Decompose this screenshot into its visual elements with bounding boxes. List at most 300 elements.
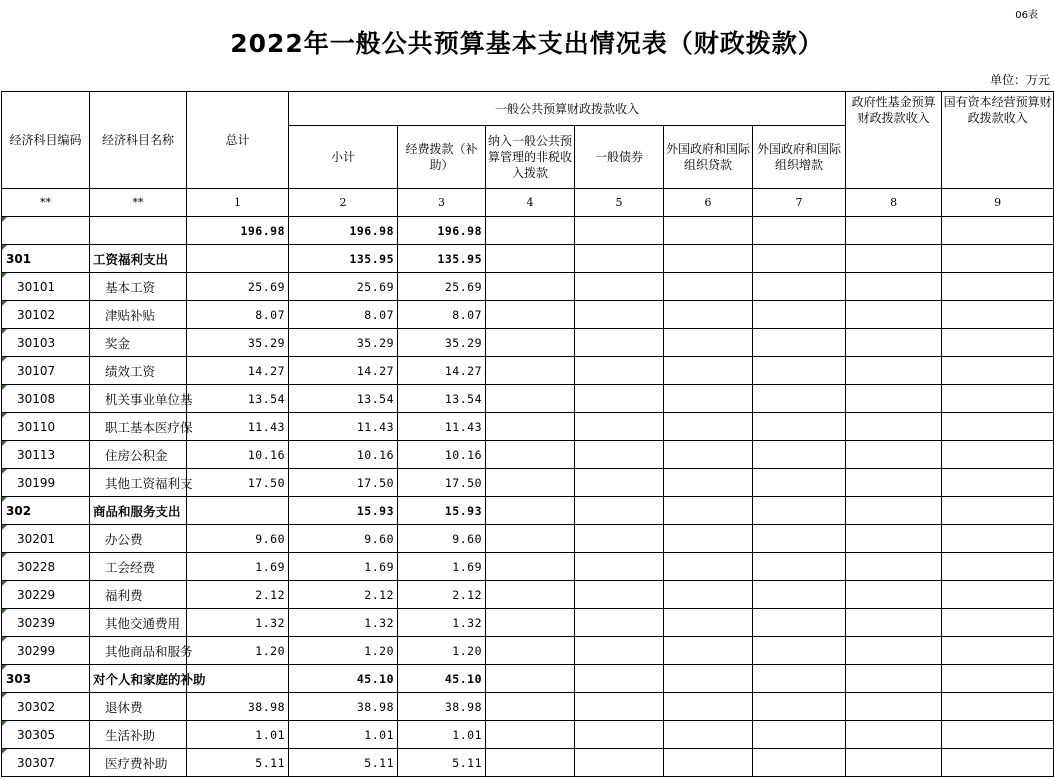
total-cell bbox=[187, 329, 289, 357]
subtotal-cell bbox=[289, 301, 398, 329]
empty-cell bbox=[753, 441, 846, 469]
empty-cell bbox=[575, 385, 664, 413]
name-cell-text: 职工基本医疗保 bbox=[105, 419, 193, 435]
subtotal-cell bbox=[289, 357, 398, 385]
empty-cell bbox=[664, 301, 753, 329]
total-cell-text: 10.16 bbox=[247, 447, 285, 462]
code-cell-text: 30239 bbox=[17, 615, 56, 630]
name-cell bbox=[90, 553, 187, 581]
funds-cell-text: 10.16 bbox=[444, 447, 482, 462]
total-cell bbox=[187, 301, 289, 329]
empty-cell bbox=[942, 581, 1054, 609]
subtotal-cell bbox=[289, 329, 398, 357]
empty-cell bbox=[575, 273, 664, 301]
empty-cell bbox=[942, 721, 1054, 749]
total-cell-text: 1.69 bbox=[255, 559, 285, 574]
subtotal-cell-text: 1.20 bbox=[364, 643, 394, 658]
empty-cell bbox=[846, 245, 942, 273]
subtotal-cell-text: 2.12 bbox=[364, 587, 394, 602]
subtotal-cell bbox=[289, 525, 398, 553]
empty-cell bbox=[664, 385, 753, 413]
name-cell bbox=[90, 665, 206, 693]
empty-cell bbox=[846, 581, 942, 609]
name-cell-text: 退休费 bbox=[105, 699, 143, 715]
index-cell: 2 bbox=[289, 189, 398, 217]
subtotal-cell-text: 14.27 bbox=[356, 363, 394, 378]
empty-cell bbox=[753, 525, 846, 553]
name-cell-text: 其他交通费用 bbox=[105, 615, 181, 631]
code-cell-text: 30201 bbox=[17, 531, 56, 546]
empty-cell bbox=[664, 413, 753, 441]
subtotal-cell bbox=[289, 441, 398, 469]
cell-marker-icon bbox=[2, 581, 7, 586]
funds-cell-text: 196.98 bbox=[437, 223, 482, 238]
funds-cell bbox=[398, 441, 486, 469]
empty-cell bbox=[846, 749, 942, 777]
subtotal-cell bbox=[289, 469, 398, 497]
funds-cell bbox=[398, 609, 486, 637]
empty-cell bbox=[664, 693, 753, 721]
total-cell bbox=[187, 441, 289, 469]
cell-marker-icon bbox=[2, 245, 7, 250]
name-cell-text: 其他商品和服务 bbox=[105, 643, 193, 659]
name-cell-text: 机关事业单位基 bbox=[105, 391, 193, 407]
code-cell-text: 30102 bbox=[17, 307, 56, 322]
subtotal-cell bbox=[289, 749, 398, 777]
name-cell bbox=[90, 273, 187, 301]
empty-cell bbox=[846, 721, 942, 749]
table-row bbox=[2, 329, 1054, 357]
empty-cell bbox=[664, 525, 753, 553]
name-cell-text: 奖金 bbox=[105, 335, 131, 351]
header-name: 经济科目名称 bbox=[90, 92, 187, 189]
empty-cell bbox=[575, 469, 664, 497]
empty-cell bbox=[486, 273, 575, 301]
name-cell-text: 福利费 bbox=[105, 587, 143, 603]
name-cell bbox=[90, 441, 187, 469]
total-cell bbox=[187, 749, 289, 777]
subtotal-cell bbox=[289, 385, 398, 413]
total-cell bbox=[187, 413, 289, 441]
total-cell bbox=[187, 469, 289, 497]
total-cell-text: 1.20 bbox=[255, 643, 285, 658]
name-cell-text: 工资福利支出 bbox=[93, 251, 169, 267]
empty-cell bbox=[753, 413, 846, 441]
empty-cell bbox=[846, 357, 942, 385]
table-row bbox=[2, 553, 1054, 581]
empty-cell bbox=[942, 693, 1054, 721]
funds-cell-text: 9.60 bbox=[452, 531, 482, 546]
empty-cell bbox=[486, 581, 575, 609]
category-row bbox=[2, 245, 1054, 273]
empty-cell bbox=[942, 553, 1054, 581]
header-gov-fund: 政府性基金预算财政拨款收入 bbox=[846, 92, 942, 189]
subtotal-cell-text: 13.54 bbox=[356, 391, 394, 406]
code-cell bbox=[2, 637, 90, 665]
header-code: 经济科目编码 bbox=[2, 92, 90, 189]
subtotal-cell-text: 8.07 bbox=[364, 307, 394, 322]
empty-cell bbox=[575, 441, 664, 469]
code-cell-text: 30299 bbox=[17, 643, 56, 658]
empty-cell bbox=[486, 301, 575, 329]
table-row bbox=[2, 637, 1054, 665]
funds-cell bbox=[398, 637, 486, 665]
category-row bbox=[2, 665, 1054, 693]
table-row bbox=[2, 693, 1054, 721]
code-cell bbox=[2, 693, 90, 721]
empty-cell bbox=[575, 637, 664, 665]
funds-cell-text: 45.10 bbox=[444, 671, 482, 686]
table-row bbox=[2, 357, 1054, 385]
empty-cell bbox=[486, 217, 575, 245]
funds-cell-text: 11.43 bbox=[444, 419, 482, 434]
empty-cell bbox=[575, 609, 664, 637]
code-cell bbox=[2, 329, 90, 357]
code-cell-text: 30229 bbox=[17, 587, 56, 602]
code-cell bbox=[2, 301, 90, 329]
subtotal-cell bbox=[289, 273, 398, 301]
index-cell: 9 bbox=[942, 189, 1054, 217]
index-cell: ** bbox=[90, 189, 187, 217]
subtotal-cell bbox=[289, 665, 398, 693]
total-cell bbox=[187, 637, 289, 665]
empty-cell bbox=[846, 553, 942, 581]
total-cell bbox=[187, 609, 289, 637]
empty-cell bbox=[846, 441, 942, 469]
empty-cell bbox=[575, 245, 664, 273]
subtotal-cell-text: 5.11 bbox=[364, 755, 394, 770]
total-cell bbox=[187, 217, 289, 245]
empty-cell bbox=[942, 273, 1054, 301]
code-cell bbox=[2, 721, 90, 749]
name-cell bbox=[90, 301, 187, 329]
empty-cell bbox=[486, 357, 575, 385]
funds-cell-text: 38.98 bbox=[444, 699, 482, 714]
total-cell bbox=[187, 721, 289, 749]
funds-cell bbox=[398, 749, 486, 777]
empty-cell bbox=[753, 581, 846, 609]
funds-cell bbox=[398, 357, 486, 385]
empty-cell bbox=[486, 609, 575, 637]
empty-cell bbox=[575, 497, 664, 525]
name-cell bbox=[90, 469, 193, 497]
empty-cell bbox=[664, 581, 753, 609]
cell-marker-icon bbox=[2, 385, 7, 390]
funds-cell-text: 14.27 bbox=[444, 363, 482, 378]
empty-cell bbox=[846, 693, 942, 721]
index-row bbox=[2, 189, 1054, 217]
subtotal-cell bbox=[289, 245, 398, 273]
code-cell bbox=[2, 413, 90, 441]
code-cell bbox=[2, 357, 90, 385]
empty-cell bbox=[753, 357, 846, 385]
empty-cell bbox=[664, 721, 753, 749]
cell-marker-icon bbox=[2, 413, 7, 418]
page-title: 2022年一般公共预算基本支出情况表（财政拨款） bbox=[230, 29, 824, 58]
funds-cell-text: 25.69 bbox=[444, 279, 482, 294]
total-cell-text: 9.60 bbox=[255, 531, 285, 546]
subtotal-cell bbox=[289, 497, 398, 525]
empty-cell bbox=[753, 329, 846, 357]
index-cell: 7 bbox=[753, 189, 846, 217]
total-cell bbox=[187, 525, 289, 553]
total-cell-text: 1.01 bbox=[255, 727, 285, 742]
header-soe-capital: 国有资本经营预算财政拨款收入 bbox=[942, 92, 1054, 189]
funds-cell-text: 1.01 bbox=[452, 727, 482, 742]
empty-cell bbox=[664, 497, 753, 525]
subtotal-cell-text: 135.95 bbox=[349, 251, 394, 266]
empty-cell bbox=[942, 469, 1054, 497]
subtotal-cell-text: 9.60 bbox=[364, 531, 394, 546]
code-cell bbox=[2, 497, 90, 525]
empty-cell bbox=[664, 245, 753, 273]
empty-cell bbox=[664, 749, 753, 777]
empty-cell bbox=[942, 749, 1054, 777]
code-cell bbox=[2, 525, 90, 553]
total-cell-text: 2.12 bbox=[255, 587, 285, 602]
code-cell bbox=[2, 665, 90, 693]
name-cell bbox=[90, 749, 187, 777]
subtotal-cell-text: 17.50 bbox=[356, 475, 394, 490]
subtotal-cell-text: 1.01 bbox=[364, 727, 394, 742]
cell-marker-icon bbox=[2, 637, 7, 642]
code-cell-text: 30113 bbox=[17, 447, 56, 462]
empty-cell bbox=[846, 637, 942, 665]
empty-cell bbox=[664, 665, 753, 693]
cell-marker-icon bbox=[2, 441, 7, 446]
empty-cell bbox=[942, 357, 1054, 385]
empty-cell bbox=[846, 525, 942, 553]
name-cell bbox=[90, 385, 193, 413]
empty-cell bbox=[846, 273, 942, 301]
name-cell bbox=[90, 525, 187, 553]
empty-cell bbox=[846, 665, 942, 693]
subtotal-cell bbox=[289, 637, 398, 665]
empty-cell bbox=[942, 413, 1054, 441]
empty-cell bbox=[846, 301, 942, 329]
name-cell-text: 医疗费补助 bbox=[105, 755, 168, 771]
index-cell: 6 bbox=[664, 189, 753, 217]
code-cell-text: 30103 bbox=[17, 335, 56, 350]
total-cell-text: 8.07 bbox=[255, 307, 285, 322]
empty-cell bbox=[753, 553, 846, 581]
empty-cell bbox=[753, 497, 846, 525]
name-cell bbox=[90, 581, 187, 609]
empty-cell bbox=[942, 217, 1054, 245]
code-cell-text: 30108 bbox=[17, 391, 56, 406]
empty-cell bbox=[575, 329, 664, 357]
code-cell-text: 301 bbox=[6, 251, 32, 266]
cell-marker-icon bbox=[2, 273, 7, 278]
funds-cell-text: 17.50 bbox=[444, 475, 482, 490]
subtotal-cell bbox=[289, 581, 398, 609]
funds-cell bbox=[398, 245, 486, 273]
code-cell-text: 30307 bbox=[17, 755, 56, 770]
empty-cell bbox=[753, 693, 846, 721]
empty-cell bbox=[664, 441, 753, 469]
total-cell bbox=[187, 385, 289, 413]
name-cell-text: 对个人和家庭的补助 bbox=[93, 671, 206, 687]
funds-cell bbox=[398, 693, 486, 721]
table-row bbox=[2, 609, 1054, 637]
empty-cell bbox=[664, 609, 753, 637]
empty-cell bbox=[846, 469, 942, 497]
empty-cell bbox=[753, 721, 846, 749]
empty-cell bbox=[942, 497, 1054, 525]
funds-cell bbox=[398, 581, 486, 609]
table-row bbox=[2, 581, 1054, 609]
funds-cell-text: 135.95 bbox=[437, 251, 482, 266]
empty-cell bbox=[575, 553, 664, 581]
index-cell: 5 bbox=[575, 189, 664, 217]
total-cell-text: 25.69 bbox=[247, 279, 285, 294]
empty-cell bbox=[486, 749, 575, 777]
funds-cell bbox=[398, 525, 486, 553]
name-cell bbox=[90, 693, 187, 721]
header-subtotal: 小计 bbox=[289, 126, 398, 189]
subtotal-cell bbox=[289, 413, 398, 441]
empty-cell bbox=[846, 609, 942, 637]
empty-cell bbox=[753, 273, 846, 301]
funds-cell bbox=[398, 553, 486, 581]
header-general-budget-group: 一般公共预算财政拨款收入 bbox=[289, 92, 846, 126]
header-total: 总计 bbox=[187, 92, 289, 189]
name-cell-text: 津贴补贴 bbox=[105, 307, 156, 323]
table-row bbox=[2, 749, 1054, 777]
funds-cell-text: 5.11 bbox=[452, 755, 482, 770]
funds-cell-text: 1.32 bbox=[452, 615, 482, 630]
total-cell bbox=[187, 665, 289, 693]
name-cell bbox=[90, 217, 187, 245]
empty-cell bbox=[575, 413, 664, 441]
table-row bbox=[2, 413, 1054, 441]
cell-marker-icon bbox=[2, 469, 7, 474]
empty-cell bbox=[942, 637, 1054, 665]
subtotal-cell bbox=[289, 693, 398, 721]
empty-cell bbox=[942, 329, 1054, 357]
cell-marker-icon bbox=[2, 301, 7, 306]
empty-cell bbox=[664, 357, 753, 385]
empty-cell bbox=[664, 469, 753, 497]
code-cell-text: 302 bbox=[6, 503, 32, 518]
empty-cell bbox=[575, 525, 664, 553]
subtotal-cell-text: 1.69 bbox=[364, 559, 394, 574]
empty-cell bbox=[575, 217, 664, 245]
name-cell-text: 生活补助 bbox=[105, 727, 156, 743]
code-cell-text: 30107 bbox=[17, 363, 56, 378]
funds-cell-text: 15.93 bbox=[444, 503, 482, 518]
funds-cell bbox=[398, 413, 486, 441]
code-cell bbox=[2, 609, 90, 637]
code-cell bbox=[2, 749, 90, 777]
subtotal-cell-text: 10.16 bbox=[356, 447, 394, 462]
code-cell bbox=[2, 245, 90, 273]
cell-marker-icon bbox=[2, 721, 7, 726]
subtotal-cell bbox=[289, 217, 398, 245]
code-cell bbox=[2, 581, 90, 609]
empty-cell bbox=[486, 469, 575, 497]
cell-marker-icon bbox=[2, 357, 7, 362]
cell-marker-icon bbox=[2, 553, 7, 558]
name-cell bbox=[90, 245, 187, 273]
subtotal-cell-text: 11.43 bbox=[356, 419, 394, 434]
table-row bbox=[2, 441, 1054, 469]
subtotal-cell bbox=[289, 609, 398, 637]
empty-cell bbox=[575, 301, 664, 329]
empty-cell bbox=[575, 357, 664, 385]
table-row bbox=[2, 469, 1054, 497]
name-cell-text: 基本工资 bbox=[105, 279, 156, 295]
name-cell bbox=[90, 329, 187, 357]
empty-cell bbox=[575, 721, 664, 749]
cell-marker-icon bbox=[2, 665, 7, 670]
empty-cell bbox=[942, 385, 1054, 413]
code-cell-text: 30110 bbox=[17, 419, 56, 434]
empty-cell bbox=[753, 609, 846, 637]
funds-cell-text: 13.54 bbox=[444, 391, 482, 406]
empty-cell bbox=[664, 553, 753, 581]
table-row bbox=[2, 273, 1054, 301]
total-cell-text: 35.29 bbox=[247, 335, 285, 350]
header-bonds: 一般债券 bbox=[575, 126, 664, 189]
empty-cell bbox=[753, 665, 846, 693]
code-cell-text: 30228 bbox=[17, 559, 56, 574]
funds-cell bbox=[398, 721, 486, 749]
name-cell-text: 工会经费 bbox=[105, 559, 156, 575]
unit-label: 单位：万元 bbox=[989, 73, 1050, 87]
subtotal-cell bbox=[289, 721, 398, 749]
total-cell bbox=[187, 273, 289, 301]
empty-cell bbox=[753, 749, 846, 777]
total-cell bbox=[187, 245, 289, 273]
empty-cell bbox=[575, 581, 664, 609]
total-row bbox=[2, 217, 1054, 245]
sheet-number: 06表 bbox=[1015, 10, 1038, 21]
empty-cell bbox=[486, 665, 575, 693]
empty-cell bbox=[846, 497, 942, 525]
empty-cell bbox=[486, 245, 575, 273]
empty-cell bbox=[664, 217, 753, 245]
empty-cell bbox=[753, 301, 846, 329]
funds-cell-text: 8.07 bbox=[452, 307, 482, 322]
empty-cell bbox=[846, 413, 942, 441]
table-row bbox=[2, 301, 1054, 329]
funds-cell-text: 1.69 bbox=[452, 559, 482, 574]
empty-cell bbox=[486, 637, 575, 665]
empty-cell bbox=[942, 245, 1054, 273]
empty-cell bbox=[486, 385, 575, 413]
name-cell bbox=[90, 357, 187, 385]
code-cell bbox=[2, 441, 90, 469]
funds-cell-text: 2.12 bbox=[452, 587, 482, 602]
name-cell-text: 住房公积金 bbox=[105, 447, 168, 463]
empty-cell bbox=[575, 693, 664, 721]
empty-cell bbox=[486, 553, 575, 581]
code-cell-text: 303 bbox=[6, 671, 32, 686]
empty-cell bbox=[846, 217, 942, 245]
empty-cell bbox=[486, 413, 575, 441]
code-cell bbox=[2, 469, 90, 497]
subtotal-cell-text: 38.98 bbox=[356, 699, 394, 714]
name-cell-text: 其他工资福利支 bbox=[105, 475, 193, 491]
funds-cell bbox=[398, 273, 486, 301]
name-cell bbox=[90, 497, 187, 525]
name-cell bbox=[90, 609, 187, 637]
name-cell-text: 商品和服务支出 bbox=[93, 503, 181, 519]
empty-cell bbox=[753, 469, 846, 497]
cell-marker-icon bbox=[2, 217, 7, 222]
index-cell: 8 bbox=[846, 189, 942, 217]
